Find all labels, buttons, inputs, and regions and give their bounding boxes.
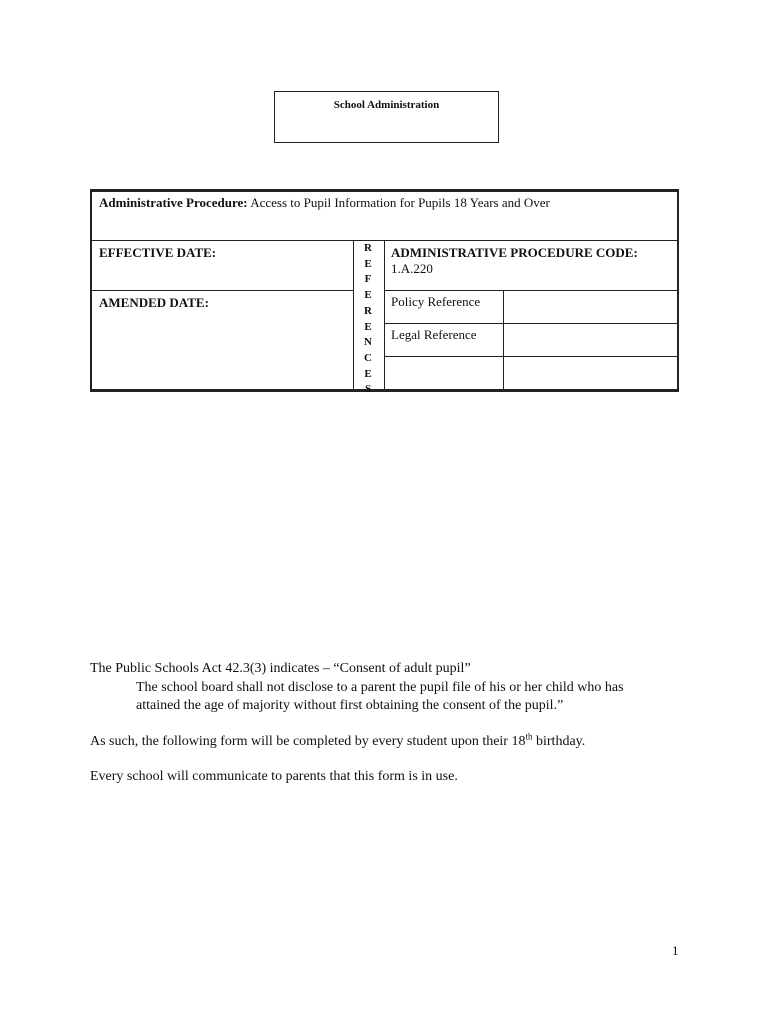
procedure-code-value: 1.A.220 (391, 261, 433, 276)
references-letter: F (364, 273, 372, 286)
quote-line-2: attained the age of majority without first obtaining the consent of the pupil.” (136, 698, 564, 713)
references-vertical-label (353, 241, 383, 398)
header-box (274, 91, 499, 143)
quote-line-1: The school board shall not disclose to a parent the pupil file of his or her child who has (136, 680, 624, 695)
form-sentence-before: As such, the following form will be completed by every student upon their 18 (90, 734, 526, 749)
procedure-title-label: Administrative Procedure: (99, 195, 248, 210)
references-letter: R (364, 242, 372, 254)
references-letter: E (364, 320, 372, 333)
references-letter: N (364, 336, 372, 349)
policy-reference-label: Policy Reference (391, 294, 481, 309)
header-title: School Administration (333, 99, 440, 111)
form-sentence-sup: th (525, 731, 533, 742)
effective-date-label: EFFECTIVE DATE: (99, 245, 217, 260)
row-divider-left (92, 290, 353, 291)
references-letter: R (364, 304, 372, 317)
procedure-table (90, 189, 679, 396)
row-divider-right-2 (384, 323, 677, 324)
legal-reference-label: Legal Reference (391, 327, 477, 342)
amended-date-label: AMENDED DATE: (99, 295, 209, 310)
row-divider-right-1 (384, 290, 677, 291)
references-letter: E (364, 367, 372, 380)
references-letter: E (364, 289, 372, 302)
procedure-title (99, 195, 550, 211)
row-divider-right-3 (384, 356, 677, 357)
act-line: The Public Schools Act 42.3(3) indicates – “Consent of adult pupil” (90, 661, 471, 676)
procedure-title-text: Access to Pupil Information for Pupils 18 Years and Over (250, 195, 550, 210)
references-letter: S (364, 383, 372, 396)
page-number: 1 (672, 943, 679, 958)
references-letter: E (364, 257, 372, 270)
col-divider-ref-values (503, 290, 504, 390)
form-sentence-after: birthday. (532, 734, 586, 749)
communicate-line: Every school will communicate to parents that this form is in use. (90, 769, 458, 784)
references-letter: C (364, 351, 372, 364)
col-divider-refs-right (384, 240, 385, 390)
procedure-code-label: ADMINISTRATIVE PROCEDURE CODE: (391, 245, 638, 260)
form-sentence (90, 733, 585, 751)
